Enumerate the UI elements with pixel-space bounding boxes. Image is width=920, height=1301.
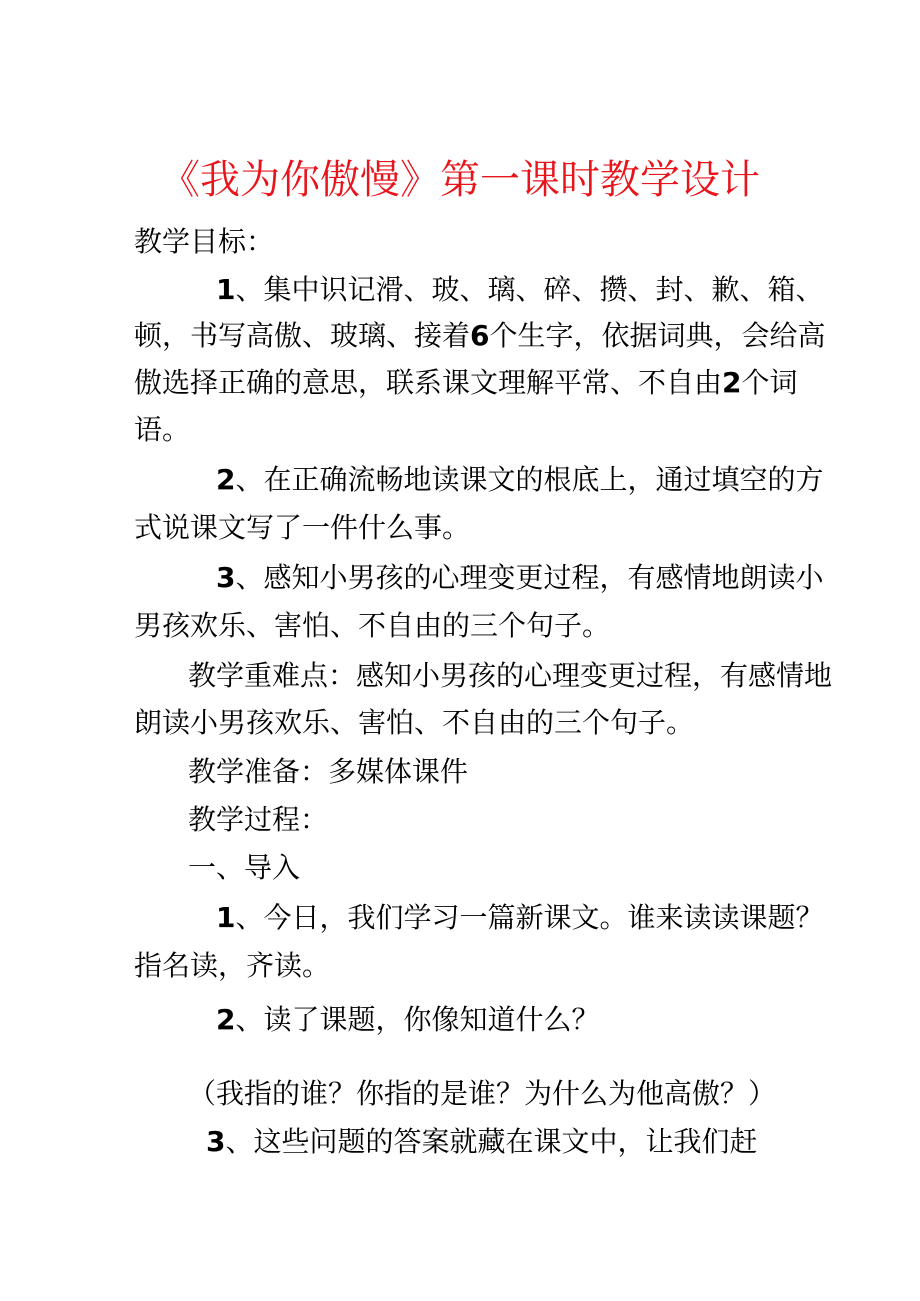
objective-1-line-2: 顿，书写高傲、玻璃、接着6个生字，依据词典，会给高: [134, 319, 826, 352]
objectives-heading: 教学目标：: [134, 225, 275, 258]
objective-2-number: 2: [216, 463, 236, 496]
step-3-line-1: 3、这些问题的答案就藏在课文中，让我们赶: [206, 1125, 758, 1158]
objective-1-line-4: 语。: [134, 413, 191, 446]
question-note: （我指的谁？你指的是谁？为什么为他高傲？）: [188, 1077, 777, 1110]
objective-1-number: 1: [216, 273, 236, 306]
key-points-line-2: 朗读小男孩欢乐、害怕、不自由的三个句子。: [134, 706, 695, 739]
process-heading: 教学过程：: [188, 803, 329, 836]
step-1-line-2: 指名读，齐读。: [134, 949, 331, 982]
objective-3-line-1: 3、感知小男孩的心理变更过程，有感情地朗读小: [216, 561, 824, 594]
document-title: 《我为你傲慢》第一课时教学设计: [160, 157, 760, 203]
objective-1-line-3: 傲选择正确的意思，联系课文理解平常、不自由2个词: [134, 366, 798, 399]
step-2-line-1: 2、读了课题，你像知道什么？: [216, 1003, 600, 1036]
preparation: 教学准备：多媒体课件: [188, 755, 469, 788]
step-1-line-1: 1、今日，我们学习一篇新课文。谁来读读课题？: [216, 901, 824, 934]
section-one-heading: 一、导入: [188, 851, 301, 884]
step-3-number: 3: [206, 1125, 226, 1158]
objective-3-number: 3: [216, 561, 236, 594]
objective-3-line-2: 男孩欢乐、害怕、不自由的三个句子。: [134, 609, 611, 642]
objective-1-count-b: 2: [722, 366, 742, 399]
key-points-line-1: 教学重难点：感知小男孩的心理变更过程，有感情地: [188, 659, 833, 692]
objective-1-line-1: 1、集中识记滑、玻、璃、碎、攒、封、歉、箱、: [216, 273, 824, 306]
step-2-number: 2: [216, 1003, 236, 1036]
objective-2-line-1: 2、在正确流畅地读课文的根底上，通过填空的方: [216, 463, 824, 496]
objective-2-line-2: 式说课文写了一件什么事。: [134, 511, 471, 544]
step-1-number: 1: [216, 901, 236, 934]
objective-1-count-a: 6: [470, 319, 490, 352]
